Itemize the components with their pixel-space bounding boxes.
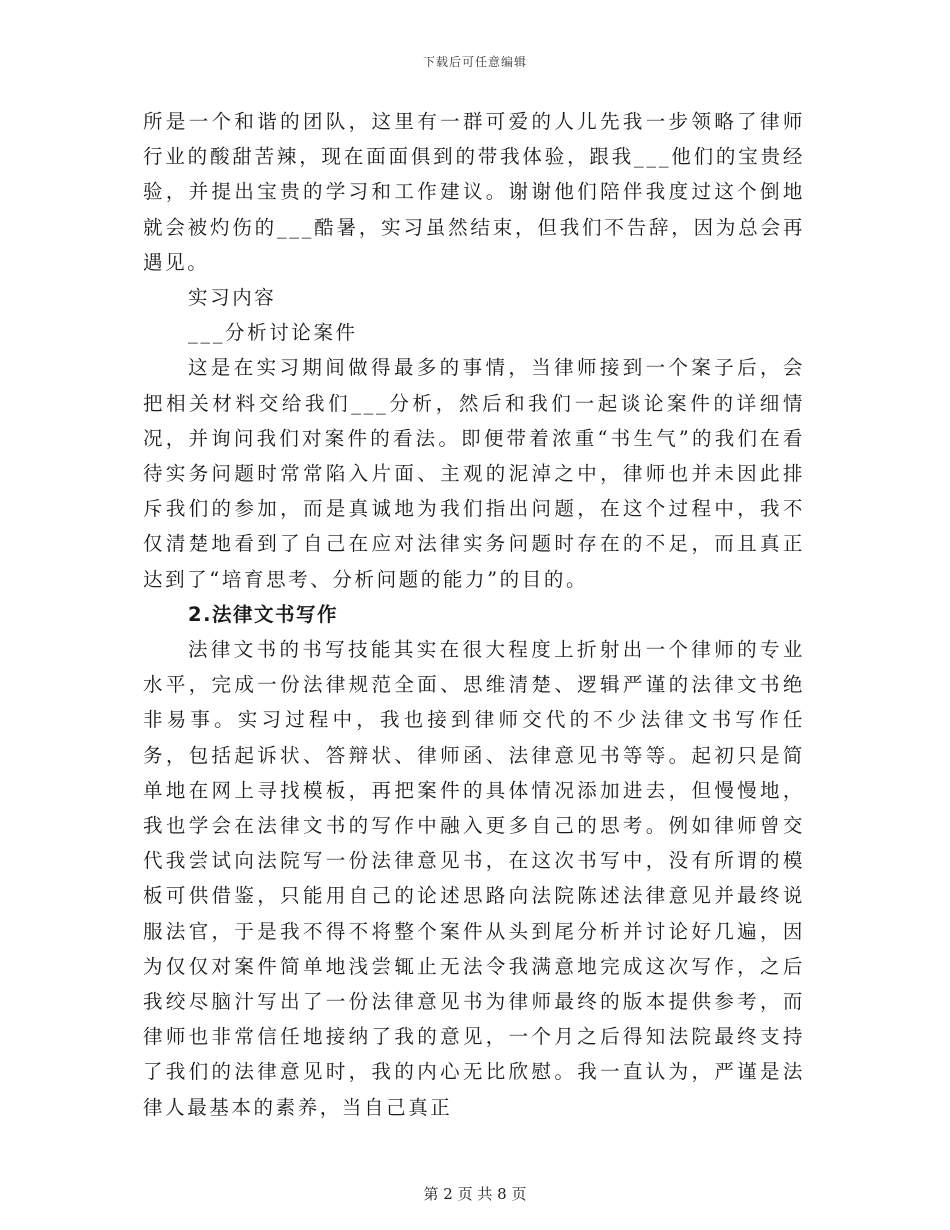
page-footer: 第 2 页 共 8 页 [423,1185,527,1203]
paragraph-case-discussion: 这是在实习期间做得最多的事情，当律师接到一个案子后，会把相关材料交给我们___分析，然后和我们一起谈论案件的详细情况，并询问我们对案件的看法。即便带着浓重“书生气”的我们在看待实务问题时常常陷入片面、主观的泥淖之中，律师也并未因此排斥我们的参加，而是真诚地为我们指出问题，在这个过程中，我不仅清楚地看到了自己在应对法律实务问题时存在的不足，而且真正达到了“培育思考、分析问题的能力”的目的。 [143,356,805,591]
paragraph-team: 所是一个和谐的团队，这里有一群可爱的人儿先我一步领略了律师行业的酸甜苦辣，现在面面俱到的带我体验，跟我___他们的宝贵经验，并提出宝贵的学习和工作建议。谢谢他们陪伴我度过这个倒地就会被灼伤的___酷暑，实习虽然结束，但我们不告辞，因为总会再遇见。 [143,110,805,274]
section-title-internship-content: 实习内容 [188,286,277,310]
paragraph-legal-writing: 法律文书的书写技能其实在很大程度上折射出一个律师的专业水平，完成一份法律规范全面、思维清楚、逻辑严谨的法律文书绝非易事。实习过程中，我也接到律师交代的不少法律文书写作任务，包括起诉状、答辩状、律师函、法律意见书等等。起初只是简单地在网上寻找模板，再把案件的具体情况添加进去，但慢慢地，我也学会在法律文书的写作中融入更多自己的思考。例如律师曾交代我尝试向法院写一份法律意见书，在这次书写中，没有所谓的模板可供借鉴，只能用自己的论述思路向法院陈述法律意见并最终说服法官，于是我不得不将整个案件从头到尾分析并讨论好几遍，因为仅仅对案件简单地浅尝辄止无法令我满意地完成这次写作，之后我绞尽脑汁写出了一份法律意见书为律师最终的版本提供参考，而律师也非常信任地接纳了我的意见，一个月之后得知法院最终支持了我们的法律意见时，我的内心无比欣慰。我一直认为，严谨是法律人最基本的素养，当自己真正 [143,638,805,1119]
document-body [143,104,805,1125]
page-header: 下载后可任意编辑 [422,55,527,69]
subsection-title-legal-writing: 2.法律文书写作 [188,602,338,626]
subsection-title-case-discussion: ___分析讨论案件 [188,321,358,345]
